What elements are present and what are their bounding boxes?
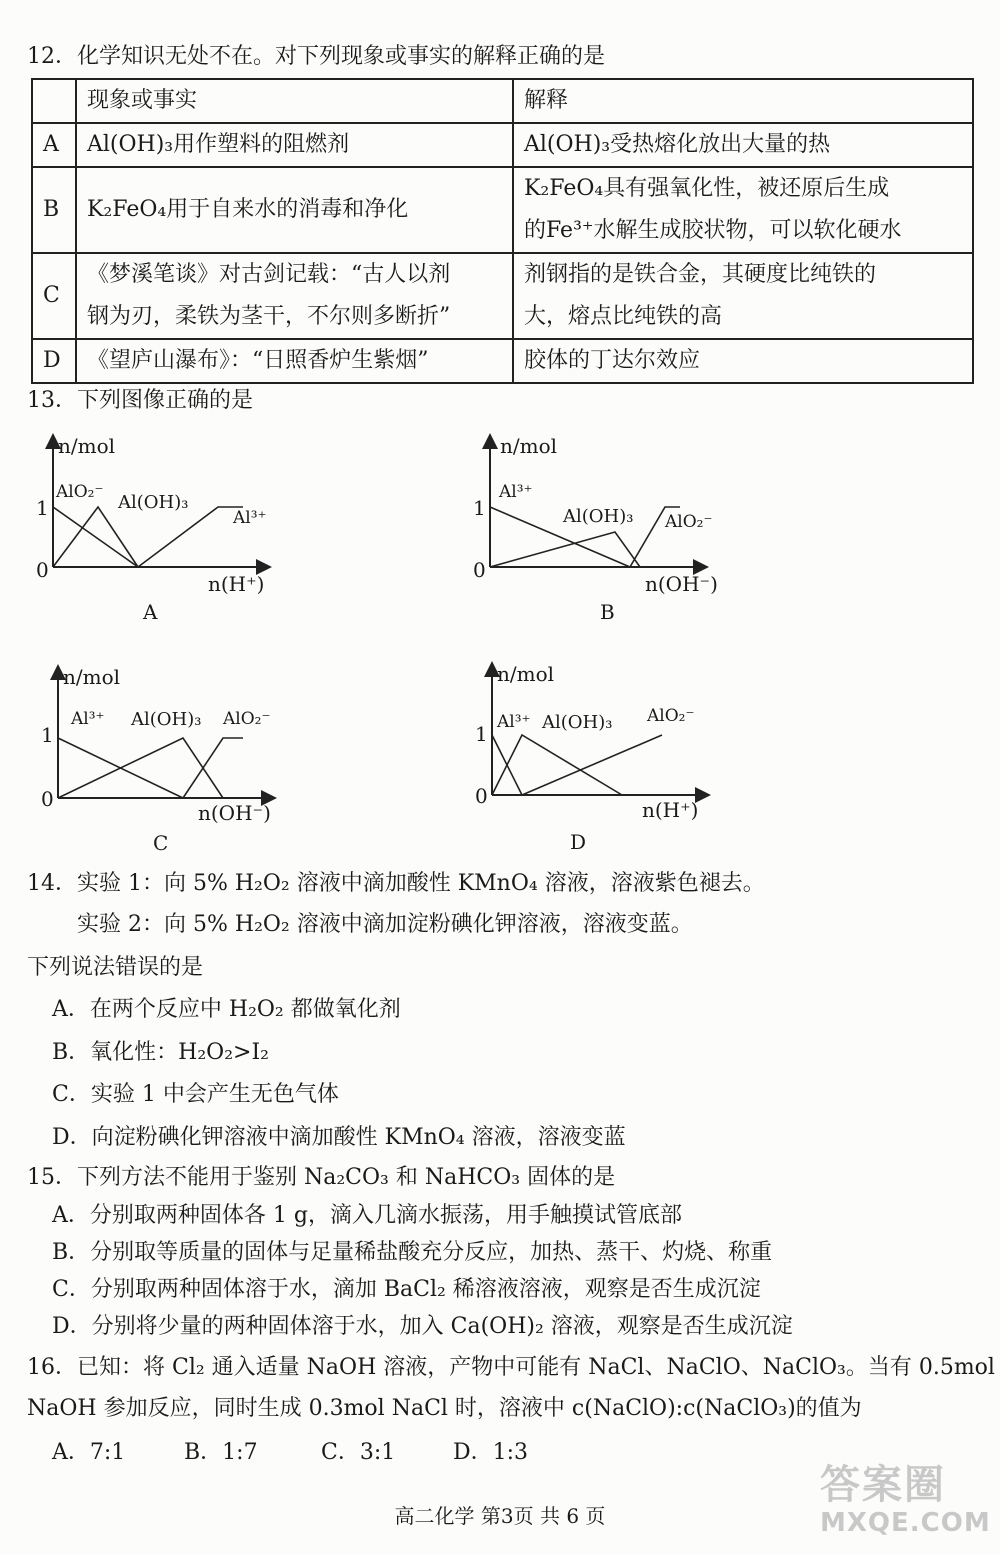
q13-stem: 13．下列图像正确的是 [27, 388, 253, 413]
graph-a [28, 432, 288, 632]
row-fact: Al(OH)₃用作塑料的阻燃剂 [76, 123, 513, 167]
species-label: Al(OH)₃ [131, 709, 202, 730]
table-header-row [32, 79, 973, 123]
species-label: AlO₂⁻ [56, 482, 104, 502]
x-axis-label: n(OH⁻) [198, 801, 271, 825]
watermark-en: MXQE.COM [820, 1508, 991, 1538]
y-tick-1: 1 [473, 496, 486, 520]
row-fact: K₂FeO₄用于自来水的消毒和净化 [76, 167, 513, 253]
row-fact: 《梦溪笔谈》对古剑记载：“古人以剂 钢为刃，柔铁为茎干，不尔则多断折” [76, 253, 513, 339]
q16-option-c: C．3:1 [321, 1440, 396, 1465]
watermark-logo [820, 1462, 990, 1546]
q16-stem-line2: NaOH 参加反应，同时生成 0.3mol NaCl 时，溶液中 c(NaClO):c(NaClO₃)的值为 [27, 1396, 862, 1421]
q15-option-b: B．分别取等质量的固体与足量稀盐酸充分反应，加热、蒸干、灼烧、称重 [52, 1240, 773, 1265]
q14-option-a: A．在两个反应中 H₂O₂ 都做氧化剂 [52, 997, 401, 1022]
species-label: Al³⁺ [497, 712, 531, 732]
row-explanation: 胶体的丁达尔效应 [513, 339, 973, 383]
species-label: AlO₂⁻ [647, 706, 695, 726]
species-label: AlO₂⁻ [223, 709, 271, 729]
q16-option-a: A．7:1 [52, 1440, 126, 1465]
q15-option-a: A．分别取两种固体各 1 g，滴入几滴水振荡，用手触摸试管底部 [52, 1203, 682, 1228]
row-label: C [32, 253, 76, 339]
row-label: D [32, 339, 76, 383]
graph-b [465, 432, 725, 632]
alo2-curve [53, 507, 138, 567]
species-label: Al³⁺ [233, 508, 267, 528]
origin-label: 0 [41, 787, 54, 811]
q14-exp1: 14．实验 1：向 5% H₂O₂ 溶液中滴加酸性 KMnO₄ 溶液，溶液紫色褪去。 [27, 871, 765, 896]
origin-label: 0 [475, 784, 488, 808]
species-label: Al(OH)₃ [118, 492, 189, 513]
graph-label: C [153, 831, 169, 855]
q16-option-b: B．1:7 [184, 1440, 258, 1465]
q15-option-d: D．分别将少量的两种固体溶于水，加入 Ca(OH)₂ 溶液，观察是否生成沉淀 [52, 1314, 793, 1339]
graph-c [33, 663, 293, 863]
q14-option-c: C．实验 1 中会产生无色气体 [52, 1082, 339, 1107]
row-explanation: 剂钢指的是铁合金，其硬度比纯铁的 大，熔点比纯铁的高 [513, 253, 973, 339]
q14-exp2: 实验 2：向 5% H₂O₂ 溶液中滴加淀粉碘化钾溶液，溶液变蓝。 [77, 912, 693, 937]
row-explanation: K₂FeO₄具有强氧化性，被还原后生成 的Fe³⁺水解生成胶状物，可以软化硬水 [513, 167, 973, 253]
graph-label: D [570, 830, 587, 854]
q14-option-b: B．氧化性：H₂O₂>I₂ [52, 1040, 269, 1065]
header-fact: 现象或事实 [76, 79, 513, 123]
y-tick-1: 1 [36, 496, 49, 520]
x-axis-label: n(H⁺) [642, 798, 699, 822]
q15-stem: 15．下列方法不能用于鉴别 Na₂CO₃ 和 NaHCO₃ 固体的是 [27, 1165, 616, 1190]
graph-label: B [600, 600, 615, 624]
species-label: Al³⁺ [71, 709, 105, 729]
alo2-curve [183, 738, 243, 798]
table-row [32, 339, 973, 383]
q12-stem: 12．化学知识无处不在。对下列现象或事实的解释正确的是 [27, 44, 605, 69]
q14-option-d: D．向淀粉碘化钾溶液中滴加酸性 KMnO₄ 溶液，溶液变蓝 [52, 1125, 626, 1150]
al3-curve [138, 507, 243, 567]
q15-option-c: C．分别取两种固体溶于水，滴加 BaCl₂ 稀溶液溶液，观察是否生成沉淀 [52, 1277, 761, 1302]
row-explanation: Al(OH)₃受热熔化放出大量的热 [513, 123, 973, 167]
x-axis-label: n(H⁺) [208, 572, 265, 596]
table-row [32, 167, 973, 253]
x-axis-label: n(OH⁻) [645, 572, 718, 596]
y-tick-1: 1 [475, 722, 488, 746]
table-row [32, 123, 973, 167]
aloh3-curve [492, 735, 622, 795]
y-axis-label: n/mol [63, 665, 121, 689]
q12-table [31, 78, 974, 384]
table-row [32, 253, 973, 339]
watermark-cn: 答案圈 [820, 1462, 946, 1508]
row-fact: 《望庐山瀑布》：“日照香炉生紫烟” [76, 339, 513, 383]
page-footer: 高二化学 第3页 共 6 页 [394, 1504, 606, 1528]
graph-label: A [143, 600, 158, 624]
y-axis-label: n/mol [497, 662, 555, 686]
header-explanation: 解释 [513, 79, 973, 123]
q14-stem: 下列说法错误的是 [27, 955, 204, 980]
species-label: Al(OH)₃ [563, 506, 634, 527]
y-axis-label: n/mol [58, 434, 116, 458]
q16-option-d: D．1:3 [453, 1440, 529, 1465]
y-axis-label: n/mol [500, 434, 558, 458]
q16-options [52, 1440, 528, 1466]
row-label: B [32, 167, 76, 253]
row-label: A [32, 123, 76, 167]
y-tick-1: 1 [41, 723, 54, 747]
species-label: AlO₂⁻ [665, 512, 713, 532]
alo2-curve [522, 735, 662, 795]
origin-label: 0 [36, 558, 49, 582]
aloh3-curve [58, 738, 223, 798]
origin-label: 0 [473, 558, 486, 582]
graph-d [467, 660, 727, 860]
species-label: Al(OH)₃ [542, 712, 613, 733]
species-label: Al³⁺ [499, 482, 533, 502]
q16-stem-line1: 16．已知：将 Cl₂ 通入适量 NaOH 溶液，产物中可能有 NaCl、NaClO、NaClO₃。当有 0.5mol [27, 1355, 995, 1380]
